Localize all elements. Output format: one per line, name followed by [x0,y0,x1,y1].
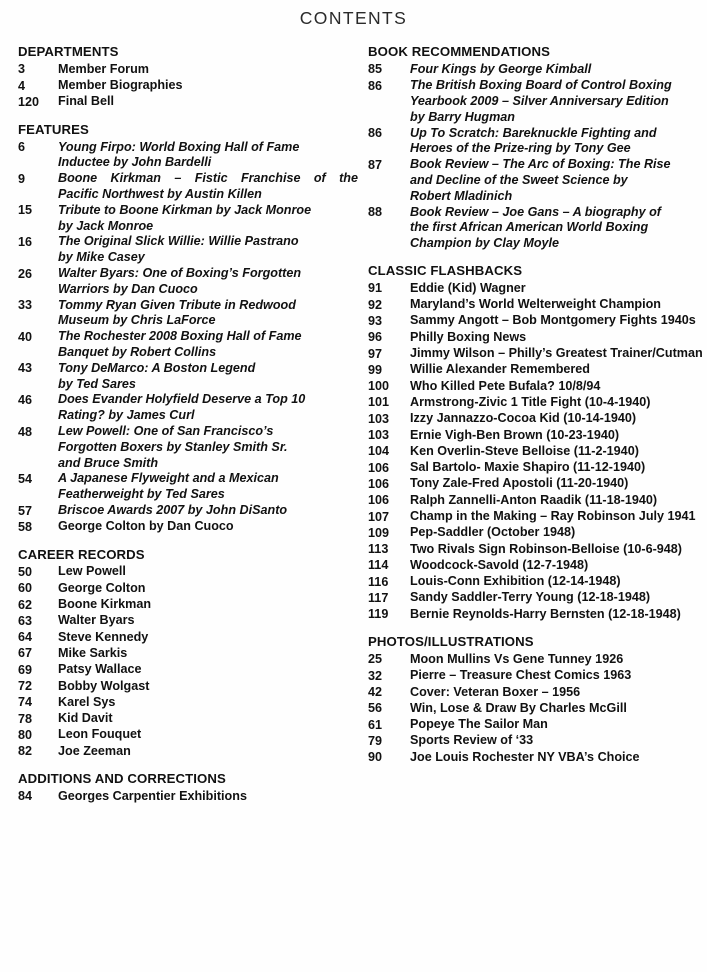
entry-page-number: 16 [18,234,33,249]
entry-title-line: Warriors by Dan Cuoco [58,281,198,296]
entry-title [58,471,358,503]
entry-title-line: Sal Bartolo- Maxie Shapiro (11-12-1940) [410,460,646,475]
entry-title-line: Two Rivals Sign Robinson-Belloise (10-6-948) [410,541,682,556]
entry-title-line: Boone Kirkman [58,597,152,612]
section-career-records [18,547,358,760]
entry-page-number: 78 [18,711,33,726]
toc-entry[interactable] [18,234,358,266]
toc-entry[interactable] [18,62,358,78]
entry-title-line: Georges Carpentier Exhibitions [58,788,247,803]
entry-title-line: Pep-Saddler (October 1948) [410,525,576,540]
entry-page-number: 114 [368,558,389,573]
toc-entry[interactable] [18,646,358,662]
entry-title-line: Tony DeMarco: A Boston Legend [58,360,256,375]
entry-title-line: the first African American World Boxing [410,220,649,235]
entry-page-number: 84 [18,789,33,804]
toc-entry[interactable] [368,590,707,606]
toc-entry[interactable] [18,471,358,503]
entry-title [410,444,707,460]
entry-title-line: Member Biographies [58,78,183,93]
toc-entry[interactable] [368,157,707,204]
toc-entry[interactable] [18,789,358,805]
entry-title [410,62,707,78]
entry-page-number: 69 [18,662,33,677]
entry-page-number: 103 [368,428,390,443]
entry-title [58,503,358,519]
entry-page-number: 63 [18,613,33,628]
entry-title [58,266,358,298]
toc-entry[interactable] [18,266,358,298]
toc-entry[interactable] [18,744,358,760]
entry-page-number: 48 [18,424,33,439]
entry-page-number: 54 [18,471,33,486]
entry-title-line: Member Forum [58,61,149,76]
entry-page-number: 106 [368,493,390,508]
toc-entry[interactable] [18,711,358,727]
toc-entry[interactable] [368,493,707,509]
entry-page-number: 101 [368,395,390,410]
section-classic-flashbacks [368,263,707,623]
entry-title-line: Champ in the Making – Ray Robinson July 1941 [410,509,696,523]
entry-title [58,679,358,695]
entry-title [410,493,707,509]
entry-title-line: Tommy Ryan Given Tribute in Redwood [58,297,296,312]
entry-title-line: Sandy Saddler-Terry Young (12-18-1948) [410,590,651,605]
toc-entry[interactable] [368,701,707,717]
section-heading: PHOTOS/ILLUSTRATIONS [368,634,534,650]
entry-title [410,574,707,590]
entry-title [58,519,358,535]
toc-entry[interactable] [368,444,707,460]
entry-page-number: 3 [18,62,26,77]
toc-entry[interactable] [368,717,707,733]
entry-title [410,607,707,623]
entry-page-number: 32 [368,668,383,683]
section-heading: CLASSIC FLASHBACKS [368,262,523,278]
entry-title-line: Willie Alexander Remembered [410,362,590,377]
entry-title [410,476,707,492]
entry-title-line: Does Evander Holyfield Deserve a Top 10 [58,392,306,407]
toc-entry[interactable] [368,685,707,701]
entry-title [410,509,707,525]
toc-entry[interactable] [368,362,707,378]
entry-page-number: 88 [368,205,383,220]
toc-entry[interactable] [18,94,358,110]
toc-entry[interactable] [368,460,707,476]
toc-entry[interactable] [18,630,358,646]
entry-title [410,395,707,411]
entry-title-line: Pierre – Treasure Chest Comics 1963 [410,668,632,683]
entry-title [58,140,358,172]
toc-entry[interactable] [368,558,707,574]
entry-title-line: Win, Lose & Draw By Charles McGill [410,700,627,715]
entry-title [410,362,707,378]
entry-page-number: 106 [368,460,390,475]
entry-title-line: Patsy Wallace [58,662,142,677]
entry-title-line: The British Boxing Board of Control Boxing [410,78,672,93]
entry-title [410,733,707,749]
entry-title [410,652,707,668]
entry-title-line: Louis-Conn Exhibition (12-14-1948) [410,574,621,589]
entry-title-line: Popeye The Sailor Man [410,717,548,732]
entry-page-number: 62 [18,597,33,612]
entry-title-line: George Colton [58,580,146,595]
entry-title [410,78,707,125]
toc-entry[interactable] [368,281,707,297]
entry-page-number: 103 [368,411,390,426]
toc-entry[interactable] [368,476,707,492]
toc-entry[interactable] [18,392,358,424]
entry-title [58,597,358,613]
entry-page-number: 106 [368,476,390,491]
right-column [368,44,707,766]
entry-title-line: Ernie Vigh-Ben Brown (10-23-1940) [410,427,620,442]
section-book-recommendations [368,44,707,252]
toc-entry[interactable] [18,140,358,172]
entry-page-number: 97 [368,346,383,361]
entry-title-line: Jimmy Wilson – Philly’s Greatest Trainer/Cutman [410,346,703,361]
entry-page-number: 99 [368,362,383,377]
toc-entry[interactable] [368,313,707,329]
entry-title [410,750,707,766]
entry-title-line: Joe Louis Rochester NY VBA’s Choice [410,749,640,764]
section-heading: BOOK RECOMMENDATIONS [368,44,550,59]
entry-title-line: Four Kings by George Kimball [410,61,592,76]
toc-entry[interactable] [368,607,707,623]
entry-page-number: 15 [18,203,33,218]
toc-entry[interactable] [368,574,707,590]
entry-title-line: The Original Slick Willie: Willie Pastrano [58,234,299,249]
entry-title [58,203,358,235]
entry-title-line: Museum by Chris LaForce [58,313,216,328]
section-photos-illustrations [368,634,707,766]
toc-entry[interactable] [368,542,707,558]
toc-entry[interactable] [18,298,358,330]
entry-title-line: Lew Powell: One of San Francisco’s [58,424,274,439]
entry-title [410,668,707,684]
toc-entry[interactable] [368,126,707,158]
entry-page-number: 119 [368,607,389,622]
entry-page-number: 43 [18,361,33,376]
section-features [18,122,358,536]
entry-title-line: by Ted Sares [58,376,136,391]
entry-title-line: and Bruce Smith [58,455,159,470]
toc-entry[interactable] [18,613,358,629]
entry-page-number: 61 [368,717,383,732]
entry-page-number: 80 [18,727,33,742]
entry-page-number: 58 [18,519,33,534]
toc-entry[interactable] [368,509,707,525]
entry-title-line: Joe Zeeman [58,743,131,758]
entry-title [410,379,707,395]
entry-title-line: Walter Byars: One of Boxing’s Forgotten [58,266,302,281]
toc-entry[interactable] [368,668,707,684]
entry-page-number: 113 [368,542,389,557]
entry-title [58,646,358,662]
entry-title-line: Featherweight by Ted Sares [58,487,225,502]
entry-page-number: 107 [368,509,390,524]
entry-page-number: 6 [18,140,26,155]
entry-page-number: 50 [18,564,33,579]
entry-page-number: 116 [368,574,389,589]
toc-entry[interactable] [18,564,358,580]
entry-title-line: Ralph Zannelli-Anton Raadik (11-18-1940) [410,492,658,507]
entry-page-number: 72 [18,679,33,694]
entry-page-number: 91 [368,281,383,296]
entry-page-number: 67 [18,646,33,661]
toc-entry[interactable] [18,597,358,613]
entry-title-line: Who Killed Pete Bufala? 10/8/94 [410,378,601,393]
entry-title [410,330,707,346]
entry-title-line: Bernie Reynolds-Harry Bernsten (12-18-1948) [410,606,681,621]
entry-page-number: 90 [368,750,383,765]
left-column [18,44,358,805]
entry-title-line: Leon Fouquet [58,727,142,742]
entry-title-line: Tribute to Boone Kirkman by Jack Monroe [58,202,312,217]
toc-entry[interactable] [18,581,358,597]
entry-title-line: Pacific Northwest by Austin Killen [58,187,262,202]
entry-title-line: Moon Mullins Vs Gene Tunney 1926 [410,651,624,666]
section-heading: DEPARTMENTS [18,44,119,59]
entry-title [58,171,358,203]
toc-entry[interactable] [368,750,707,766]
toc-entry[interactable] [368,330,707,346]
toc-entry[interactable] [18,171,358,203]
section-heading: CAREER RECORDS [18,546,145,562]
entry-page-number: 26 [18,266,33,281]
entry-page-number: 86 [368,78,383,93]
entry-title [58,695,358,711]
toc-entry[interactable] [368,297,707,313]
toc-entry[interactable] [18,519,358,535]
entry-page-number: 117 [368,590,389,605]
toc-entry[interactable] [368,346,707,362]
entry-title-line: George Colton by Dan Cuoco [58,519,234,534]
entry-title [410,685,707,701]
entry-page-number: 46 [18,392,33,407]
entry-title-line: Steve Kennedy [58,629,149,644]
toc-entry[interactable] [18,361,358,393]
entry-page-number: 74 [18,695,33,710]
toc-entry[interactable] [368,379,707,395]
entry-title [58,744,358,760]
toc-entry[interactable] [368,78,707,125]
section-additions-and-corrections [18,771,358,805]
entry-title-line: Sports Review of ‘33 [410,733,534,748]
entry-title-line: Up To Scratch: Bareknuckle Fighting and [410,125,657,140]
entry-page-number: 79 [368,733,383,748]
entry-title [410,126,707,158]
entry-page-number: 64 [18,630,33,645]
entry-page-number: 96 [368,330,383,345]
entry-page-number: 25 [368,652,383,667]
entry-page-number: 120 [18,94,40,109]
entry-title-line: Book Review – The Arc of Boxing: The Rise [410,157,671,172]
entry-title [410,157,707,204]
entry-title-line: by Barry Hugman [410,109,515,124]
entry-page-number: 92 [368,297,383,312]
entry-title-line: Walter Byars [58,613,135,628]
entry-title [58,711,358,727]
toc-entry[interactable] [368,395,707,411]
entry-title [58,62,358,78]
entry-title [410,346,707,362]
entry-title [58,727,358,743]
entry-page-number: 56 [368,701,383,716]
page-title: CONTENTS [299,8,408,28]
entry-title [58,329,358,361]
entry-page-number: 42 [368,685,383,700]
toc-entry[interactable] [368,62,707,78]
entry-page-number: 33 [18,298,33,313]
toc-entry[interactable] [18,727,358,743]
toc-entry[interactable] [368,652,707,668]
entry-title [58,361,358,393]
entry-title-line: Armstrong-Zivic 1 Title Fight (10-4-1940) [410,394,651,409]
entry-page-number: 57 [18,503,33,518]
entry-title-line: Forgotten Boxers by Stanley Smith Sr. [58,439,288,454]
entry-page-number: 40 [18,329,33,344]
entry-title [58,581,358,597]
entry-title [410,297,707,313]
entry-title-line: Final Bell [58,94,114,109]
entry-title-line: Cover: Veteran Boxer – 1956 [410,684,581,699]
entry-page-number: 100 [368,379,390,394]
entry-title [58,630,358,646]
entry-title-line: Rating? by James Curl [58,408,195,423]
entry-title-line: Tony Zale-Fred Apostoli (11-20-1940) [410,476,629,491]
entry-title-line: and Decline of the Sweet Science by [410,172,628,187]
entry-title-line: Heroes of the Prize-ring by Tony Gee [410,141,631,156]
entry-page-number: 104 [368,444,390,459]
entry-title-line: Yearbook 2009 – Silver Anniversary Edition [410,93,669,108]
entry-page-number: 60 [18,581,33,596]
toc-entry[interactable] [18,695,358,711]
entry-title [58,94,358,110]
toc-entry[interactable] [368,428,707,444]
entry-title-line: Maryland’s World Welterweight Champion [410,297,661,312]
entry-page-number: 4 [18,78,26,93]
entry-page-number: 86 [368,126,383,141]
entry-page-number: 109 [368,525,390,540]
entry-title-line: Karel Sys [58,694,116,709]
entry-title [410,558,707,574]
entry-title-line: Philly Boxing News [410,329,527,344]
entry-title-line: Bobby Wolgast [58,678,150,693]
toc-entry[interactable] [368,733,707,749]
entry-title-line: Sammy Angott – Bob Montgomery Fights 1940s [410,313,696,328]
entry-title [410,701,707,717]
entry-title-line: Book Review – Joe Gans – A biography of [410,204,662,219]
toc-entry[interactable] [18,679,358,695]
toc-entry[interactable] [368,205,707,252]
entry-title [410,542,707,558]
entry-title [58,424,358,471]
entry-title-line: Young Firpo: World Boxing Hall of Fame [58,139,300,154]
entry-title [58,789,358,805]
toc-entry[interactable] [18,329,358,361]
entry-title [58,662,358,678]
entry-title [58,234,358,266]
entry-title [58,613,358,629]
entry-title-line: The Rochester 2008 Boxing Hall of Fame [58,329,302,344]
entry-title-line: Boone Kirkman – Fistic Franchise of the [58,171,358,186]
entry-title-line: Robert Mladinich [410,188,513,203]
section-heading: FEATURES [18,121,89,137]
section-heading: ADDITIONS AND CORRECTIONS [18,771,226,787]
entry-title [410,281,707,297]
entry-title [410,525,707,541]
entry-page-number: 82 [18,744,33,759]
entry-title-line: Woodcock-Savold (12-7-1948) [410,557,589,572]
entry-title-line: Banquet by Robert Collins [58,345,217,360]
entry-title-line: Inductee by John Bardelli [58,155,212,170]
toc-entry[interactable] [18,424,358,471]
entry-title [58,564,358,580]
entry-title-line: Eddie (Kid) Wagner [410,280,526,295]
toc-entry[interactable] [368,525,707,541]
toc-entry[interactable] [368,411,707,427]
entry-title-line: Kid Davit [58,711,113,726]
entry-page-number: 93 [368,313,383,328]
entry-title [410,313,707,329]
entry-title [410,428,707,444]
toc-entry[interactable] [18,503,358,519]
entry-title [58,78,358,94]
entry-title-line: Izzy Jannazzo-Cocoa Kid (10-14-1940) [410,411,637,426]
entry-title-line: by Jack Monroe [58,218,154,233]
toc-entry[interactable] [18,662,358,678]
entry-title [410,460,707,476]
entry-title [410,411,707,427]
entry-title [410,717,707,733]
entry-title-line: Briscoe Awards 2007 by John DiSanto [58,503,288,517]
section-departments [18,44,358,111]
entry-page-number: 9 [18,171,26,186]
entry-title-line: Champion by Clay Moyle [410,236,560,251]
entry-title [58,392,358,424]
entry-title [58,298,358,330]
toc-entry[interactable] [18,203,358,235]
entry-title-line: Ken Overlin-Steve Belloise (11-2-1940) [410,443,639,458]
entry-title-line: A Japanese Flyweight and a Mexican [58,471,279,486]
entry-page-number: 87 [368,157,383,172]
entry-title-line: by Mike Casey [58,250,145,265]
entry-title [410,590,707,606]
entry-title-line: Lew Powell [58,564,126,579]
entry-title-line: Mike Sarkis [58,645,128,660]
entry-title [410,205,707,252]
toc-entry[interactable] [18,78,358,94]
entry-page-number: 85 [368,62,383,77]
